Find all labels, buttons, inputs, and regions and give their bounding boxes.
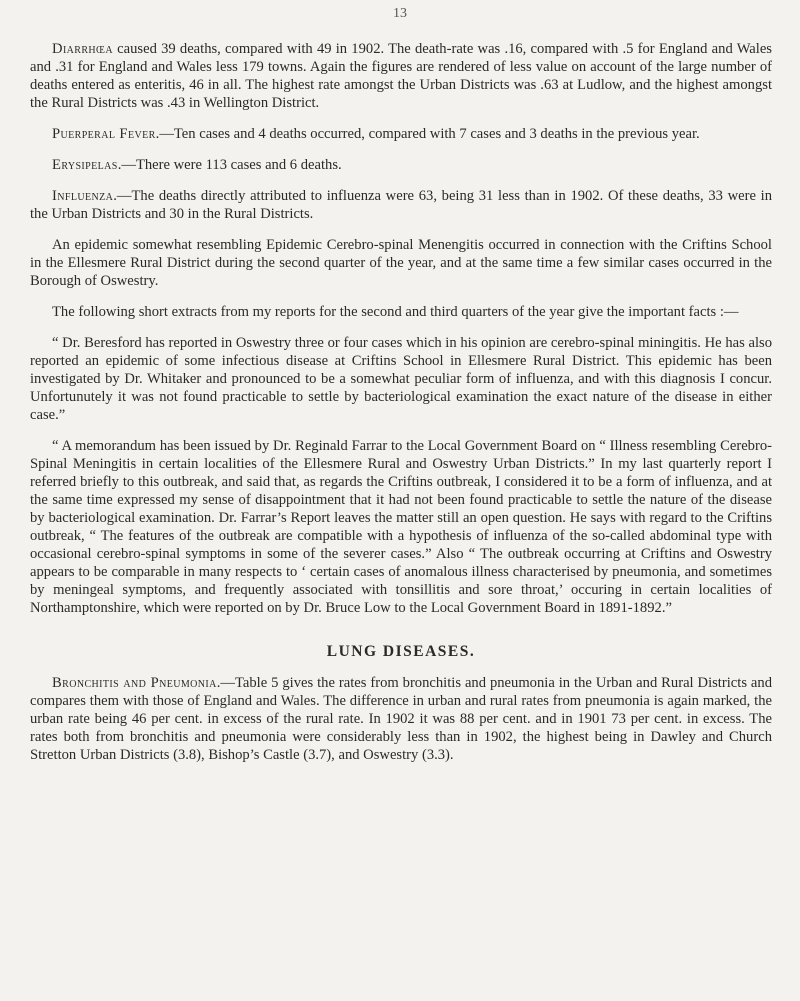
page-number: 13	[393, 6, 407, 21]
paragraph-extracts-intro: The following short extracts from my reports for the second and third quarters of the year give the important facts :—	[52, 304, 739, 320]
run-in-heading-influenza: Influenza	[52, 188, 114, 204]
paragraph-influenza	[30, 187, 772, 223]
quote-second-quarter-report: “ Dr. Beresford has reported in Oswestry three or four cases which in his opinion are cerebro-spinal miningitis. He has also reported an epidemic of some infectious disease at Criftins School in Ellesmere Rural District. This epidemic has been investigated by Dr. Whitaker and pronounced to be a somewhat peculiar form of influenza, and with this diagnosis I concur. Unfortunutely it was not found practicable to settle by bacteriological examination the exact nature of the disease in either case.”	[30, 335, 772, 423]
paragraph-puerperal-fever	[30, 125, 772, 143]
paragraph-diarrhoea	[30, 40, 772, 112]
paragraph-erysipelas	[30, 156, 772, 174]
run-in-heading-diarrhoea: Diarrhœa	[52, 41, 113, 57]
paragraph-bronchitis-pneumonia	[30, 674, 772, 764]
paragraph-text: .—Table 5 gives the rates from bronchitis and pneumonia in the Urban and Rural Districts and compares them with those of England and Wales. The difference in urban and rural rates from pneumonia is again marked, the urban rate being 46 per cent. in excess of the rural rate. In 1902 it was 88 per cent. and in 1901 73 per cent. in excess. The rates both from bronchitis and pneumonia were considerably less than in 1902, the highest being in Dawley and Church Stretton Urban Districts (3.8), Bishop’s Castle (3.7), and Oswestry (3.3).	[30, 675, 772, 763]
quote-third-quarter-report: “ A memorandum has been issued by Dr. Reginald Farrar to the Local Government Board on “ Illness resembling Cerebro-Spinal Meningitis in certain localities of the Ellesmere Rural and Oswestry Urban Districts.” In my last quarterly report I referred briefly to this outbreak, and said that, as regards the Criftins outbreak, I considered it to be a form of influenza, and at the same time expressed my sense of disappointment that it had not been found practicable to settle the nature of the disease by bacteriological examination. Dr. Farrar’s Report leaves the matter still an open question. He says with regard to the Criftins outbreak, “ The features of the outbreak are compatible with a hypothesis of influenza of the so-called abdominal type with occasional cerebro-spinal symptoms in some of the severer cases.” Also “ The outbreak occurring at Criftins and Oswestry appears to be comparable in many respects to ‘ certain cases of anomalous illness characterised by pneumonia, and sometimes by meningeal symptoms, and frequently associated with tonsillitis and sore throat,’ occuring in certain localities of Northamptonshire, which were reported on by Dr. Bruce Low to the Local Government Board in 1891-1892.”	[30, 438, 772, 616]
run-in-heading-erysipelas: Erysipelas	[52, 157, 118, 173]
paragraph-text: .—The deaths directly attributed to influenza were 63, being 31 less than in 1902. Of these deaths, 33 were in the Urban Districts and 30 in the Rural Districts.	[30, 188, 772, 222]
paragraph-epidemic: An epidemic somewhat resembling Epidemic Cerebro-spinal Menengitis occurred in connection with the Criftins School in the Ellesmere Rural District during the second quarter of the year, and at the same time a few similar cases occurred in the Borough of Oswestry.	[30, 237, 772, 289]
paragraph-text: .—Ten cases and 4 deaths occurred, compared with 7 cases and 3 deaths in the previous year.	[155, 126, 700, 142]
section-heading-lung-diseases: LUNG DISEASES.	[326, 643, 476, 660]
run-in-heading-bronchitis-pneumonia: Bronchitis and Pneumonia	[52, 675, 217, 691]
paragraph-text: caused 39 deaths, compared with 49 in 1902. The death-rate was .16, compared with .5 for England and Wales and .31 for England and Wales less 179 towns. Again the figures are rendered of less value on account of the large number of deaths entered as enteritis, 46 in all. The highest rate amongst the Urban Districts was .63 at Ludlow, and the highest amongst the Rural Districts was .43 in Wellington District.	[30, 41, 772, 111]
paragraph-text: .—There were 113 cases and 6 deaths.	[117, 157, 342, 173]
run-in-heading-puerperal-fever: Puerperal Fever	[52, 126, 156, 142]
page-body	[30, 40, 772, 777]
